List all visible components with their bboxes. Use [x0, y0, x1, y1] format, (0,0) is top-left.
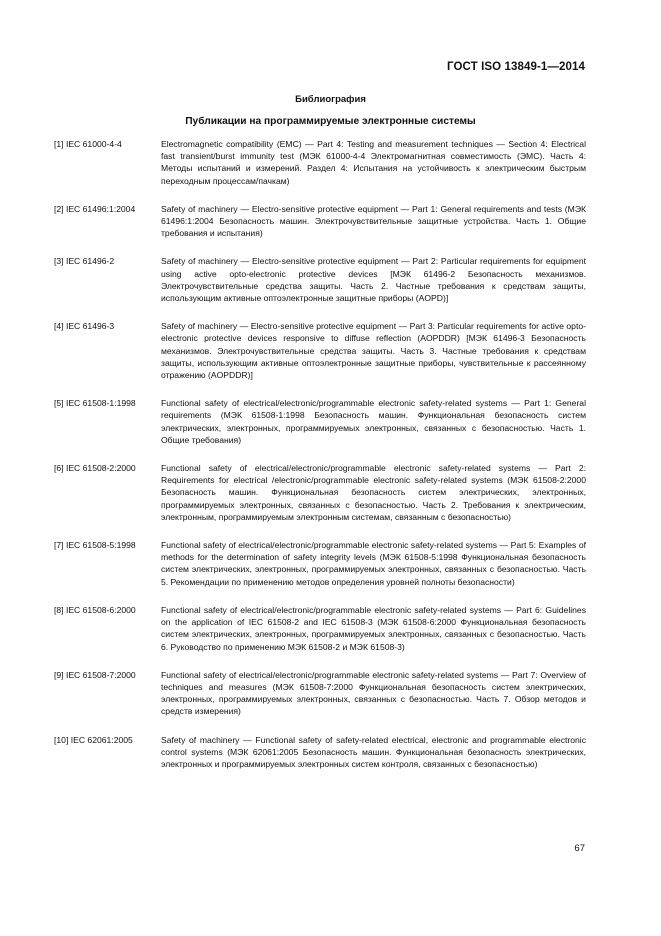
reference-item — [54, 539, 586, 588]
reference-text: Functional safety of electrical/electronic/programmable electronic safety-related systems — Part 2: Requirements for electrical /electronic/programmable electronic safety-related systems (МЭК 61508-2:2000 Безопасность машин. Функциональная безопасность систем электрических, электронных, программируемых электронных, связанных с безопасностью. Часть 2. Требования к электрическим, электронным, программируемым электронным системам, связанным с безопасностью) — [161, 463, 586, 522]
section-title: Библиография — [295, 94, 366, 105]
reference-text: Functional safety of electrical/electronic/programmable electronic safety-related systems — Part 7: Overview of techniques and measures (МЭК 61508-7:2000 Функциональная безопасность систем электрических, электронных, программируемых электронных, связанных с безопасностью. Часть 7. Обзор методов и средств измерения) — [161, 669, 586, 717]
reference-key: [3] IEC 61496-2 — [54, 256, 115, 267]
reference-item — [54, 203, 586, 240]
reference-item — [54, 397, 586, 446]
document-header: ГОСТ ISO 13849-1—2014 — [447, 61, 585, 73]
reference-item — [54, 669, 586, 718]
reference-item — [54, 462, 586, 523]
reference-text: Safety of machinery — Electro-sensitive protective equipment — Part 2: Particular requirements for equipment using active opto-electronic protective devices [МЭК 61496-2 Безопасность механизмов. Электрочувствительные средства защиты. Часть 2. Частные требования к средствам защиты, использующим активные оптоэлектронные защитные приборы (AOPD)] — [161, 256, 586, 304]
reference-key: [5] IEC 61508-1:1998 — [54, 398, 136, 409]
reference-key: [7] IEC 61508-5:1998 — [54, 540, 136, 551]
reference-text: Safety of machinery — Functional safety of safety-related electrical, electronic and programmable electronic control systems (МЭК 62061:2005 Безопасность машин. Функциональная безопасность электрических, электронных и программируемых электронных систем контроля, связанных с безопасностью) — [161, 734, 586, 769]
reference-text: Functional safety of electrical/electronic/programmable electronic safety-related systems — Part 6: Guidelines on the application of IEC 61508-2 and IEC 61508-3 (МЭК 61508-6:2000 Функциональная безопасность систем электрических, электронных, программируемых электронных, связанных с безопасностью. Часть 6. Руководство по применению МЭК 61508-2 и МЭК 61508-3) — [161, 604, 586, 652]
reference-item — [54, 138, 586, 187]
reference-key: [1] IEC 61000-4-4 — [54, 139, 122, 149]
reference-item — [54, 604, 586, 653]
reference-list — [54, 138, 586, 786]
page-number: 67 — [574, 843, 585, 854]
reference-item — [54, 255, 586, 304]
reference-key: [10] IEC 62061:2005 — [54, 734, 133, 745]
reference-text: Safety of machinery — Electro-sensitive protective equipment — Part 3: Particular requirements for active opto-electronic protective devices responsive to diffuse reflection (AOPDDR) [МЭК 61496-3 Безопасность механизмов. Электрочувствительные средства защиты. Часть 3. Частные требования к средствам защиты, использующим активные оптоэлектронные защитные приборы, чувствительные к рассеянному отражению (AOPDDR)] — [161, 321, 586, 381]
reference-text: Functional safety of electrical/electronic/programmable electronic safety-related systems — Part 5: Examples of methods for the determination of safety integrity levels (МЭК 61508-5:1998 Функциональная безопасность систем электрических, электронных, программируемых электронных, связанных с безопасностью. Часть 5. Рекомендации по применению методов определения уровней полноты безопасности) — [161, 540, 586, 587]
reference-key: [9] IEC 61508-7:2000 — [54, 669, 136, 680]
reference-text: Safety of machinery — Electro-sensitive protective equipment — Part 1: General requirements and tests (МЭК 61496:1:2004 Безопасность машин. Электрочувствительные защитные устройства. Часть 1. Общие требования и испытания) — [161, 203, 586, 239]
reference-text: Electromagnetic compatibility (EMC) — Part 4: Testing and measurement techniques — Section 4: Electrical fast transient/burst immunity test (МЭК 61000-4-4 Электромагнитная совместимость (ЭМС). Часть 4: Методы испытаний и измерений. Раздел 4: Испытания на устойчивость к электрическим быстрым переходным процессам/пачкам) — [161, 139, 586, 186]
subtitle: Публикации на программируемые электронные системы — [185, 116, 476, 127]
reference-key: [6] IEC 61508-2:2000 — [54, 463, 136, 474]
reference-item — [54, 734, 586, 771]
reference-key: [2] IEC 61496:1:2004 — [54, 203, 136, 214]
reference-key: [8] IEC 61508-6:2000 — [54, 604, 136, 615]
reference-key: [4] IEC 61496-3 — [54, 321, 115, 332]
reference-text: Functional safety of electrical/electronic/programmable electronic safety-related systems — Part 1: General requirements (МЭК 61508-1:1998 Безопасность машин. Функциональная безопасность систем электрических, электронных, программируемых электронных, связанных с безопасностью. Часть 1. Общие требования) — [161, 398, 586, 445]
reference-item — [54, 320, 586, 381]
